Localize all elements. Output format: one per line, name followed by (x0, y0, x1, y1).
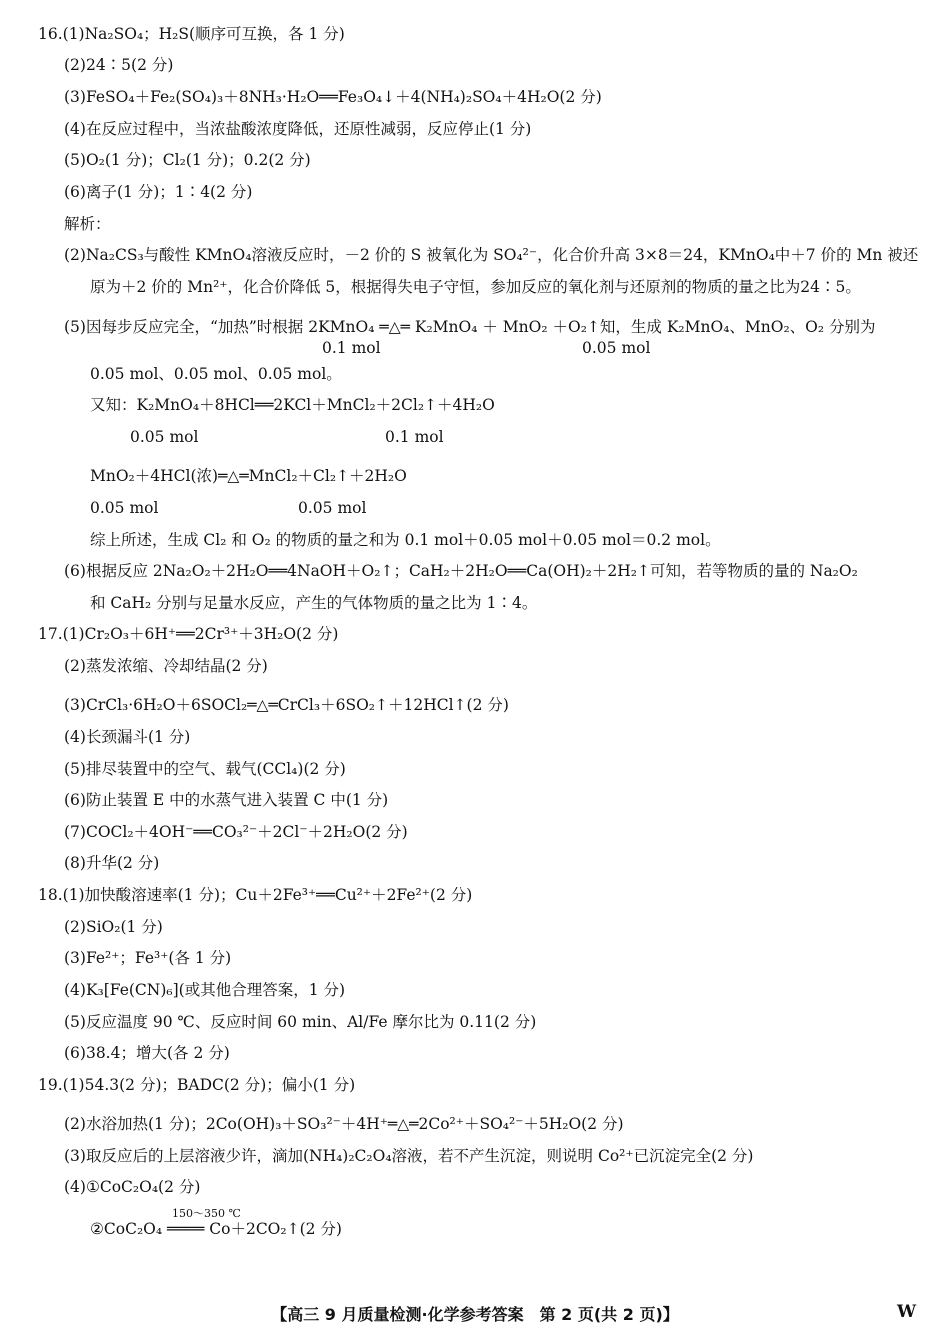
analysis-2-line1: (2)Na₂CS₃与酸性 KMnO₄溶液反应时，－2 价的 S 被氧化为 SO₄²⁻，化合价升高 3×8＝24，KMnO₄中＋7 价的 Mn 被还 (64, 246, 919, 264)
q18-part6: (6)38.4；增大(各 2 分) (64, 1044, 230, 1062)
q17-part1: 17.(1)Cr₂O₃＋6H⁺══2Cr³⁺＋3H₂O(2 分) (38, 625, 339, 643)
q17-part4: (4)长颈漏斗(1 分) (64, 728, 191, 746)
q18-part3: (3)Fe²⁺；Fe³⁺(各 1 分) (64, 949, 232, 967)
analysis-5-line1: (5)因每步反应完全，“加热”时根据 2KMnO₄ ═△═ K₂MnO₄ ＋ MnO₂ ＋O₂↑知，生成 K₂MnO₄、MnO₂、O₂ 分别为 (64, 318, 876, 336)
q17-part2: (2)蒸发浓缩、冷却结晶(2 分) (64, 657, 268, 675)
analysis-5-line2: 0.05 mol、0.05 mol、0.05 mol。 (90, 365, 342, 383)
q19-part3: (3)取反应后的上层溶液少许，滴加(NH₄)₂C₂O₄溶液，若不产生沉淀，则说明 Co²⁺已沉淀完全(2 分) (64, 1147, 754, 1165)
analysis-5-amount-k2mno4: 0.05 mol (130, 428, 199, 446)
page-footer: 【高三 9 月质量检测·化学参考答案 第 2 页(共 2 页)】 (271, 1305, 679, 1324)
footer-mark: W (897, 1302, 917, 1322)
q18-part4: (4)K₃[Fe(CN)₆](或其他合理答案，1 分) (64, 981, 346, 999)
analysis-5-amount-mno2-2: 0.05 mol (90, 499, 159, 517)
analysis-5-line3: 又知：K₂MnO₄＋8HCl══2KCl＋MnCl₂＋2Cl₂↑＋4H₂O (90, 396, 495, 414)
analysis-5-amount-cl2-2: 0.05 mol (298, 499, 367, 517)
analysis-5-amount-mno2: 0.05 mol (582, 339, 651, 357)
q19-part4: (4)①CoC₂O₄(2 分) (64, 1178, 201, 1196)
analysis-5-amount-kmno4: 0.1 mol (322, 339, 381, 357)
q17-part6: (6)防止装置 E 中的水蒸气进入装置 C 中(1 分) (64, 791, 389, 809)
analysis-6-line2: 和 CaH₂ 分别与足量水反应，产生的气体物质的量之比为 1∶4。 (90, 594, 538, 612)
analysis-5-line4: MnO₂＋4HCl(浓)═△═MnCl₂＋Cl₂↑＋2H₂O (90, 467, 407, 485)
analysis-heading: 解析： (64, 215, 111, 233)
q18-part5: (5)反应温度 90 ℃、反应时间 60 min、Al/Fe 摩尔比为 0.11(2 分) (64, 1013, 537, 1031)
q18-part2: (2)SiO₂(1 分) (64, 918, 163, 936)
q19-part1: 19.(1)54.3(2 分)；BADC(2 分)；偏小(1 分) (38, 1076, 356, 1094)
q18-part1: 18.(1)加快酸溶速率(1 分)；Cu＋2Fe³⁺══Cu²⁺＋2Fe²⁺(2 分) (38, 886, 473, 904)
analysis-6-line1: (6)根据反应 2Na₂O₂＋2H₂O══4NaOH＋O₂↑；CaH₂＋2H₂O══Ca(OH)₂＋2H₂↑可知，若等物质的量的 Na₂O₂ (64, 562, 858, 580)
q17-part8: (8)升华(2 分) (64, 854, 160, 872)
q16-part6: (6)离子(1 分)；1∶4(2 分) (64, 183, 253, 201)
q16-part2: (2)24∶5(2 分) (64, 56, 174, 74)
q16-part3: (3)FeSO₄＋Fe₂(SO₄)₃＋8NH₃·H₂O══Fe₃O₄↓＋4(NH₄)₂SO₄＋4H₂O(2 分) (64, 88, 602, 106)
q16-part5: (5)O₂(1 分)；Cl₂(1 分)；0.2(2 分) (64, 151, 311, 169)
q17-part7: (7)COCl₂＋4OH⁻══CO₃²⁻＋2Cl⁻＋2H₂O(2 分) (64, 823, 408, 841)
q19-part5-condition: 150～350 ℃ (172, 1207, 241, 1220)
q19-part2: (2)水浴加热(1 分)；2Co(OH)₃＋SO₃²⁻＋4H⁺═△═2Co²⁺＋SO₄²⁻＋5H₂O(2 分) (64, 1115, 624, 1133)
analysis-5-line5: 综上所述，生成 Cl₂ 和 O₂ 的物质的量之和为 0.1 mol＋0.05 mol＋0.05 mol＝0.2 mol。 (90, 531, 721, 549)
analysis-2-line2: 原为＋2 价的 Mn²⁺，化合价降低 5，根据得失电子守恒，参加反应的氧化剂与还原剂的物质的量之比为24∶5。 (90, 278, 861, 296)
q16-part4: (4)在反应过程中，当浓盐酸浓度降低，还原性减弱，反应停止(1 分) (64, 120, 532, 138)
q19-part5: ②CoC₂O₄ ════ Co＋2CO₂↑(2 分) (90, 1220, 342, 1238)
q16-part1: 16.(1)Na₂SO₄；H₂S(顺序可互换，各 1 分) (38, 25, 345, 43)
q17-part5: (5)排尽装置中的空气、载气(CCl₄)(2 分) (64, 760, 346, 778)
q17-part3: (3)CrCl₃·6H₂O＋6SOCl₂═△═CrCl₃＋6SO₂↑＋12HCl↑(2 分) (64, 696, 509, 714)
analysis-5-amount-cl2: 0.1 mol (385, 428, 444, 446)
